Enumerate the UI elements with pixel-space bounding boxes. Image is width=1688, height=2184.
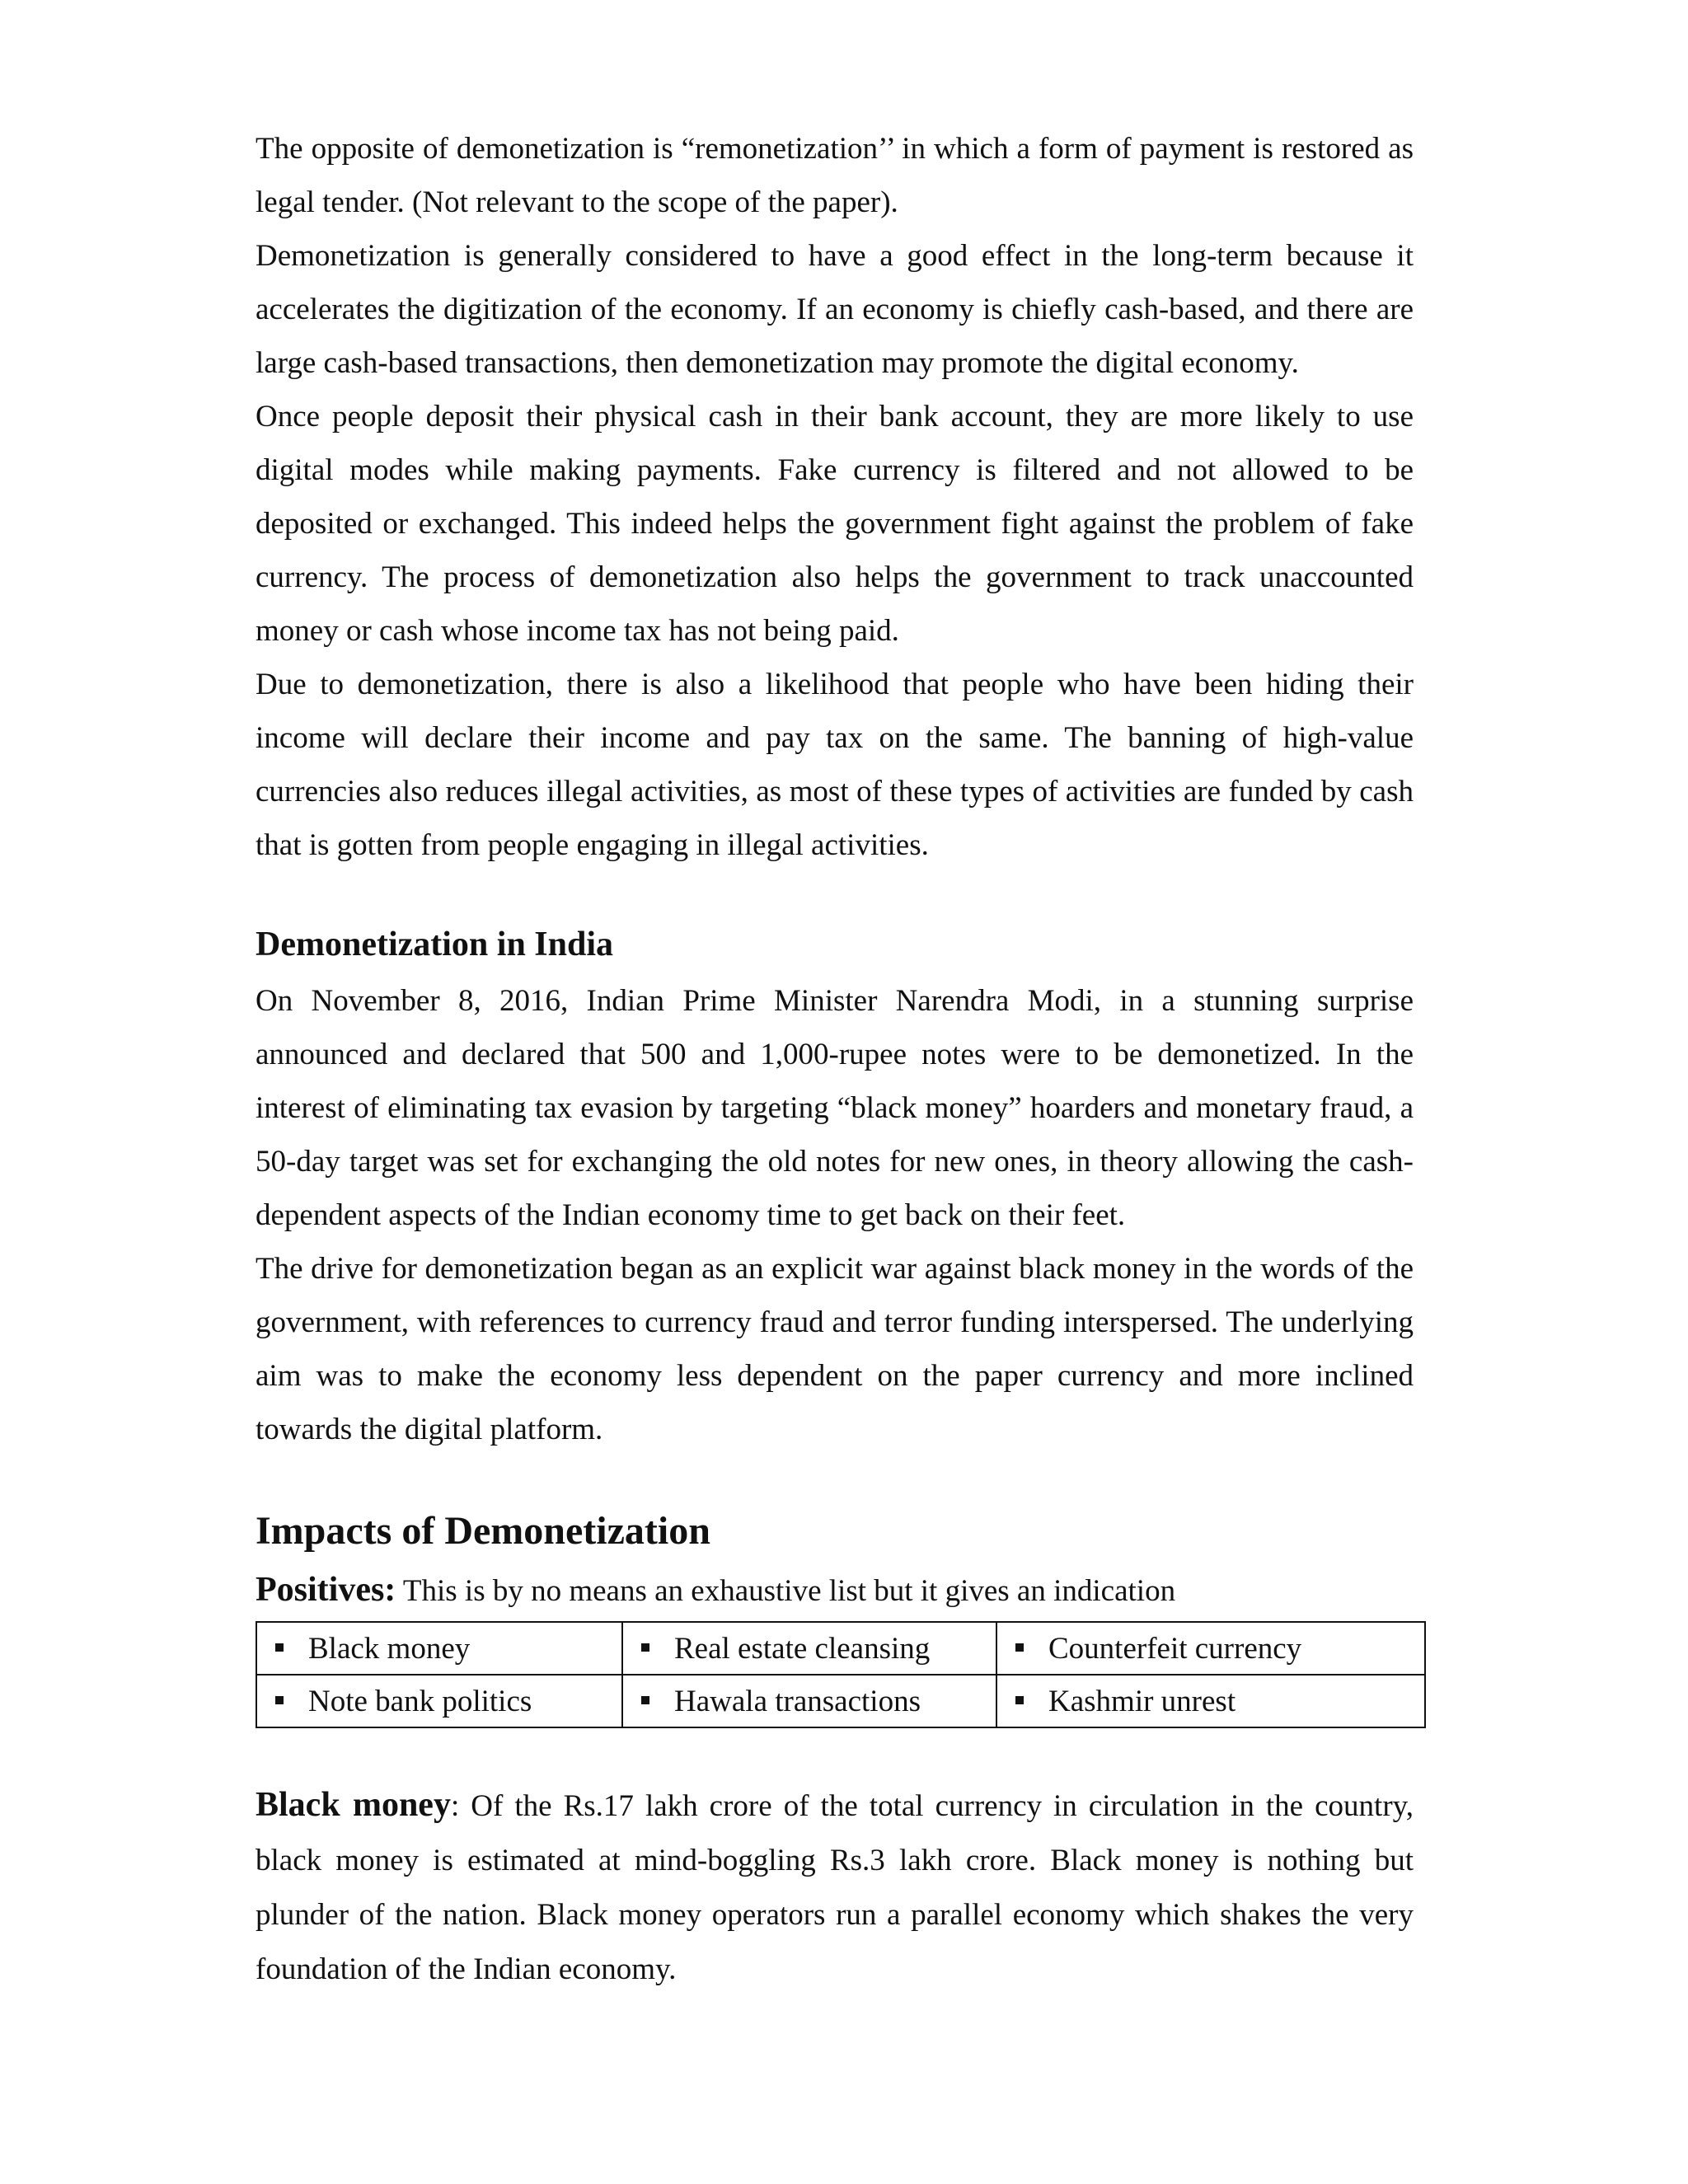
intro-paragraph: Once people deposit their physical cash in their bank account, they are more likely to use digital modes while making payments. Fake currency is filtered and not allowed to be deposited or exchanged. This indeed helps the government fight against the problem of fake currency. The process of demonetization also helps the government to track unaccounted money or cash whose income tax has not being paid. — [256, 400, 1414, 648]
cell-text: Hawala transactions — [674, 1684, 921, 1718]
impacts-section — [256, 1504, 1414, 1728]
positives-line — [256, 1565, 1414, 1616]
square-bullet-icon — [641, 1643, 649, 1652]
impacts-table — [256, 1621, 1426, 1728]
square-bullet-icon — [275, 1696, 284, 1704]
cell-text: Black money — [308, 1631, 471, 1666]
black-money-paragraph — [256, 1778, 1414, 1997]
cell-text: Kashmir unrest — [1048, 1684, 1236, 1718]
positives-label: Positives: — [256, 1571, 396, 1609]
india-section — [256, 920, 1414, 1456]
india-paragraph: On November 8, 2016, Indian Prime Minister Narendra Modi, in a stunning surprise announced and declared that 500 and 1,000-rupee notes were to be demonetized. In the interest of eliminating tax evasion by targeting “black money” hoarders and monetary fraud, a 50-day target was set for exchanging the old notes for new ones, in theory allowing the cash-dependent aspects of the Indian economy time to get back on their feet. — [256, 984, 1414, 1232]
intro-paragraph: Due to demonetization, there is also a likelihood that people who have been hiding their income will declare their income and pay tax on the same. The banning of high-value currencies also reduces illegal activities, as most of these types of activities are funded by cash that is gotten from people engaging in illegal activities. — [256, 668, 1414, 862]
table-cell — [622, 1622, 996, 1675]
table-cell — [622, 1675, 996, 1727]
table-cell — [996, 1675, 1425, 1727]
section-heading-india: Demonetization in India — [256, 926, 614, 963]
square-bullet-icon — [1015, 1643, 1024, 1652]
table-cell — [256, 1622, 622, 1675]
square-bullet-icon — [641, 1696, 649, 1704]
table-row — [256, 1622, 1425, 1675]
section-heading-impacts: Impacts of Demonetization — [256, 1509, 710, 1553]
table-cell — [996, 1622, 1425, 1675]
cell-text: Real estate cleansing — [674, 1631, 931, 1666]
square-bullet-icon — [275, 1643, 284, 1652]
black-money-text: : Of the Rs.17 lakh crore of the total currency in circulation in the country, black money is estimated at mind-boggling Rs.3 lakh crore. Black money is nothing but plunder of the nation. Black money operators run a parallel economy which shakes the very foundation of the Indian economy. — [256, 1789, 1414, 1986]
page-content — [256, 122, 1414, 1997]
intro-paragraph: Demonetization is generally considered to have a good effect in the long-term because it accelerates the digitization of the economy. If an economy is chiefly cash-based, and there are large cash-based transactions, then demonetization may promote the digital economy. — [256, 239, 1414, 380]
table-cell — [256, 1675, 622, 1727]
black-money-label: Black money — [256, 1786, 451, 1824]
cell-text: Counterfeit currency — [1048, 1631, 1302, 1666]
intro-paragraph: The opposite of demonetization is “remonetization’’ in which a form of payment is restored as legal tender. (Not relevant to the scope of the paper). — [256, 132, 1414, 219]
cell-text: Note bank politics — [308, 1684, 532, 1718]
india-paragraph: The drive for demonetization began as an explicit war against black money in the words of the government, with references to currency fraud and terror funding interspersed. The underlying aim was to make the economy less dependent on the paper currency and more inclined towards the digital platform. — [256, 1252, 1414, 1446]
intro-section — [256, 122, 1414, 872]
black-money-section — [256, 1778, 1414, 1997]
table-row — [256, 1675, 1425, 1727]
square-bullet-icon — [1015, 1696, 1024, 1704]
positives-text: This is by no means an exhaustive list but it gives an indication — [396, 1574, 1176, 1608]
